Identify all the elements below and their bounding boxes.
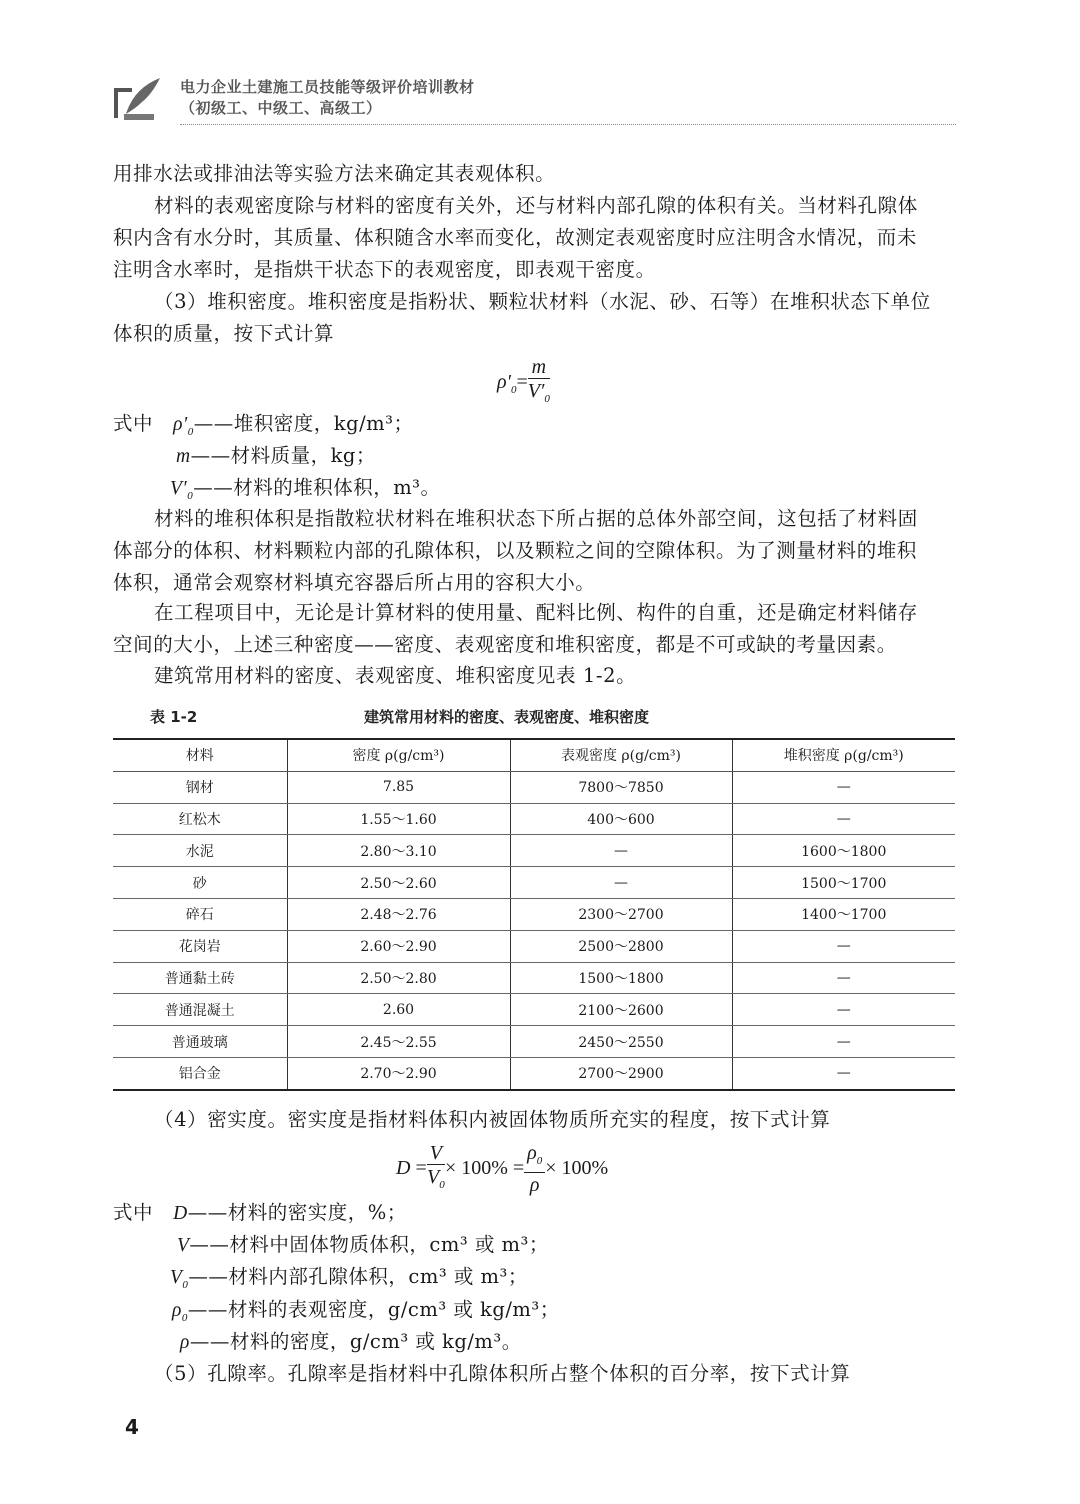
- paragraph-line: 材料的堆积体积是指散粒状材料在堆积状态下所占据的总体外部空间，这包括了材料固: [154, 507, 918, 530]
- paragraph-line: 在工程项目中，无论是计算材料的使用量、配料比例、构件的自重，还是确定材料储存: [154, 601, 918, 624]
- formula-bulk-density: $\rho'_0=$ $\frac{m}{V'_0}$: [497, 356, 550, 405]
- table-cell: 1600～1800: [732, 835, 955, 867]
- table-cell: 2300～2700: [510, 898, 732, 930]
- legend-line: $V'_0——$材料的堆积体积，m³。: [170, 476, 441, 502]
- table-cell: 2.80～3.10: [287, 835, 510, 867]
- table-cell: 碎石: [113, 898, 287, 930]
- table-cell: —: [510, 835, 732, 867]
- header-title: 电力企业土建施工员技能等级评价培训教材: [180, 78, 475, 96]
- paragraph-line: 体积的质量，按下式计算: [113, 322, 335, 345]
- table-cell: —: [732, 1026, 955, 1058]
- table-row: [113, 962, 955, 994]
- table-header-cell: 表观密度 ρ(g/cm³): [510, 739, 732, 771]
- page-number: 4: [125, 1415, 139, 1439]
- table-cell: 1400～1700: [732, 898, 955, 930]
- table-cell: 2.60～2.90: [287, 930, 510, 962]
- table-cell: 2.70～2.90: [287, 1057, 510, 1089]
- table-cell: —: [732, 1057, 955, 1089]
- density-table: [113, 738, 955, 1091]
- paragraph-line: 用排水法或排油法等实验方法来确定其表观体积。: [113, 162, 556, 185]
- table-cell: —: [732, 771, 955, 803]
- table-row: [113, 898, 955, 930]
- paragraph-line: （4）密实度。密实度是指材料体积内被固体物质所充实的程度，按下式计算: [154, 1108, 831, 1131]
- table-cell: 2.45～2.55: [287, 1026, 510, 1058]
- table-row: [113, 867, 955, 899]
- legend-line: ρ——材料的密度，g/cm³ 或 kg/m³。: [180, 1330, 522, 1353]
- legend-line: V——材料中固体物质体积，cm³ 或 m³；: [177, 1233, 549, 1256]
- header-subtitle: （初级工、中级工、高级工）: [180, 99, 382, 117]
- table-cell: 2100～2600: [510, 994, 732, 1026]
- table-row: [113, 994, 955, 1026]
- paragraph-line: 空间的大小，上述三种密度——密度、表观密度和堆积密度，都是不可或缺的考量因素。: [113, 633, 897, 656]
- paragraph-line: 体部分的体积、材料颗粒内部的孔隙体积，以及颗粒之间的空隙体积。为了测量材料的堆积: [113, 539, 918, 562]
- quill-logo-icon: [112, 74, 164, 124]
- table-cell: 2450～2550: [510, 1026, 732, 1058]
- table-cell: 400～600: [510, 803, 732, 835]
- table-cell: 2700～2900: [510, 1057, 732, 1089]
- table-cell: 2.48～2.76: [287, 898, 510, 930]
- paragraph-line: （3）堆积密度。堆积密度是指粉状、颗粒状材料（水泥、砂、石等）在堆积状态下单位: [154, 290, 931, 313]
- table-cell: —: [732, 930, 955, 962]
- legend-line: $\rho_0——$材料的表观密度，g/cm³ 或 kg/m³；: [172, 1298, 560, 1324]
- table-row: [113, 1026, 955, 1058]
- page-header: [112, 72, 956, 128]
- legend-line: $V_0——$材料内部孔隙体积，cm³ 或 m³；: [170, 1265, 528, 1291]
- table-cell: 7800～7850: [510, 771, 732, 803]
- table-cell: 2.60: [287, 994, 510, 1026]
- table-cell: 水泥: [113, 835, 287, 867]
- header-divider: [180, 124, 956, 125]
- table-title: 建筑常用材料的密度、表观密度、堆积密度: [364, 708, 650, 726]
- table-cell: 砂: [113, 867, 287, 899]
- table-row: [113, 771, 955, 803]
- table-cell: 1500～1700: [732, 867, 955, 899]
- table-cell: 铝合金: [113, 1057, 287, 1089]
- table-header-cell: 密度 ρ(g/cm³): [287, 739, 510, 771]
- table-cell: 花岗岩: [113, 930, 287, 962]
- table-cell: —: [732, 803, 955, 835]
- table-row: [113, 930, 955, 962]
- formula-compactness: D = $\frac{V}{V_0}$ × 100% = $\frac{\rho_0}{\rho}$ × 100%: [396, 1142, 609, 1196]
- table-header-cell: 材料: [113, 739, 287, 771]
- table-number: 表 1-2: [150, 708, 198, 726]
- paragraph-line: 建筑常用材料的密度、表观密度、堆积密度见表 1-2。: [154, 664, 637, 687]
- table-cell: 普通玻璃: [113, 1026, 287, 1058]
- table-cell: 1500～1800: [510, 962, 732, 994]
- table-cell: 7.85: [287, 771, 510, 803]
- table-cell: 1.55～1.60: [287, 803, 510, 835]
- table-header-cell: 堆积密度 ρ(g/cm³): [732, 739, 955, 771]
- paragraph-line: 注明含水率时，是指烘干状态下的表观密度，即表观干密度。: [113, 258, 656, 281]
- paragraph-line: （5）孔隙率。孔隙率是指材料中孔隙体积所占整个体积的百分率，按下式计算: [154, 1362, 851, 1385]
- table-row: [113, 803, 955, 835]
- legend-line: 式中 $\rho'_0——$堆积密度，kg/m³；: [113, 412, 414, 438]
- paragraph-line: 体积，通常会观察材料填充容器后所占用的容积大小。: [113, 571, 596, 594]
- legend-line: m——材料质量，kg；: [176, 444, 376, 467]
- table-cell: 普通混凝土: [113, 994, 287, 1026]
- table-cell: 2500～2800: [510, 930, 732, 962]
- table-cell: 2.50～2.80: [287, 962, 510, 994]
- legend-line: 式中 D——材料的密实度，%；: [113, 1201, 407, 1224]
- table-cell: 普通黏土砖: [113, 962, 287, 994]
- table-header-row: [113, 739, 955, 771]
- table-cell: —: [732, 962, 955, 994]
- paragraph-line: 积内含有水分时，其质量、体积随含水率而变化，故测定表观密度时应注明含水情况，而未: [113, 226, 918, 249]
- table-cell: —: [510, 867, 732, 899]
- table-row: [113, 1057, 955, 1089]
- table-cell: —: [732, 994, 955, 1026]
- table-row: [113, 835, 955, 867]
- paragraph-line: 材料的表观密度除与材料的密度有关外，还与材料内部孔隙的体积有关。当材料孔隙体: [154, 194, 918, 217]
- table-cell: 红松木: [113, 803, 287, 835]
- table-cell: 钢材: [113, 771, 287, 803]
- table-cell: 2.50～2.60: [287, 867, 510, 899]
